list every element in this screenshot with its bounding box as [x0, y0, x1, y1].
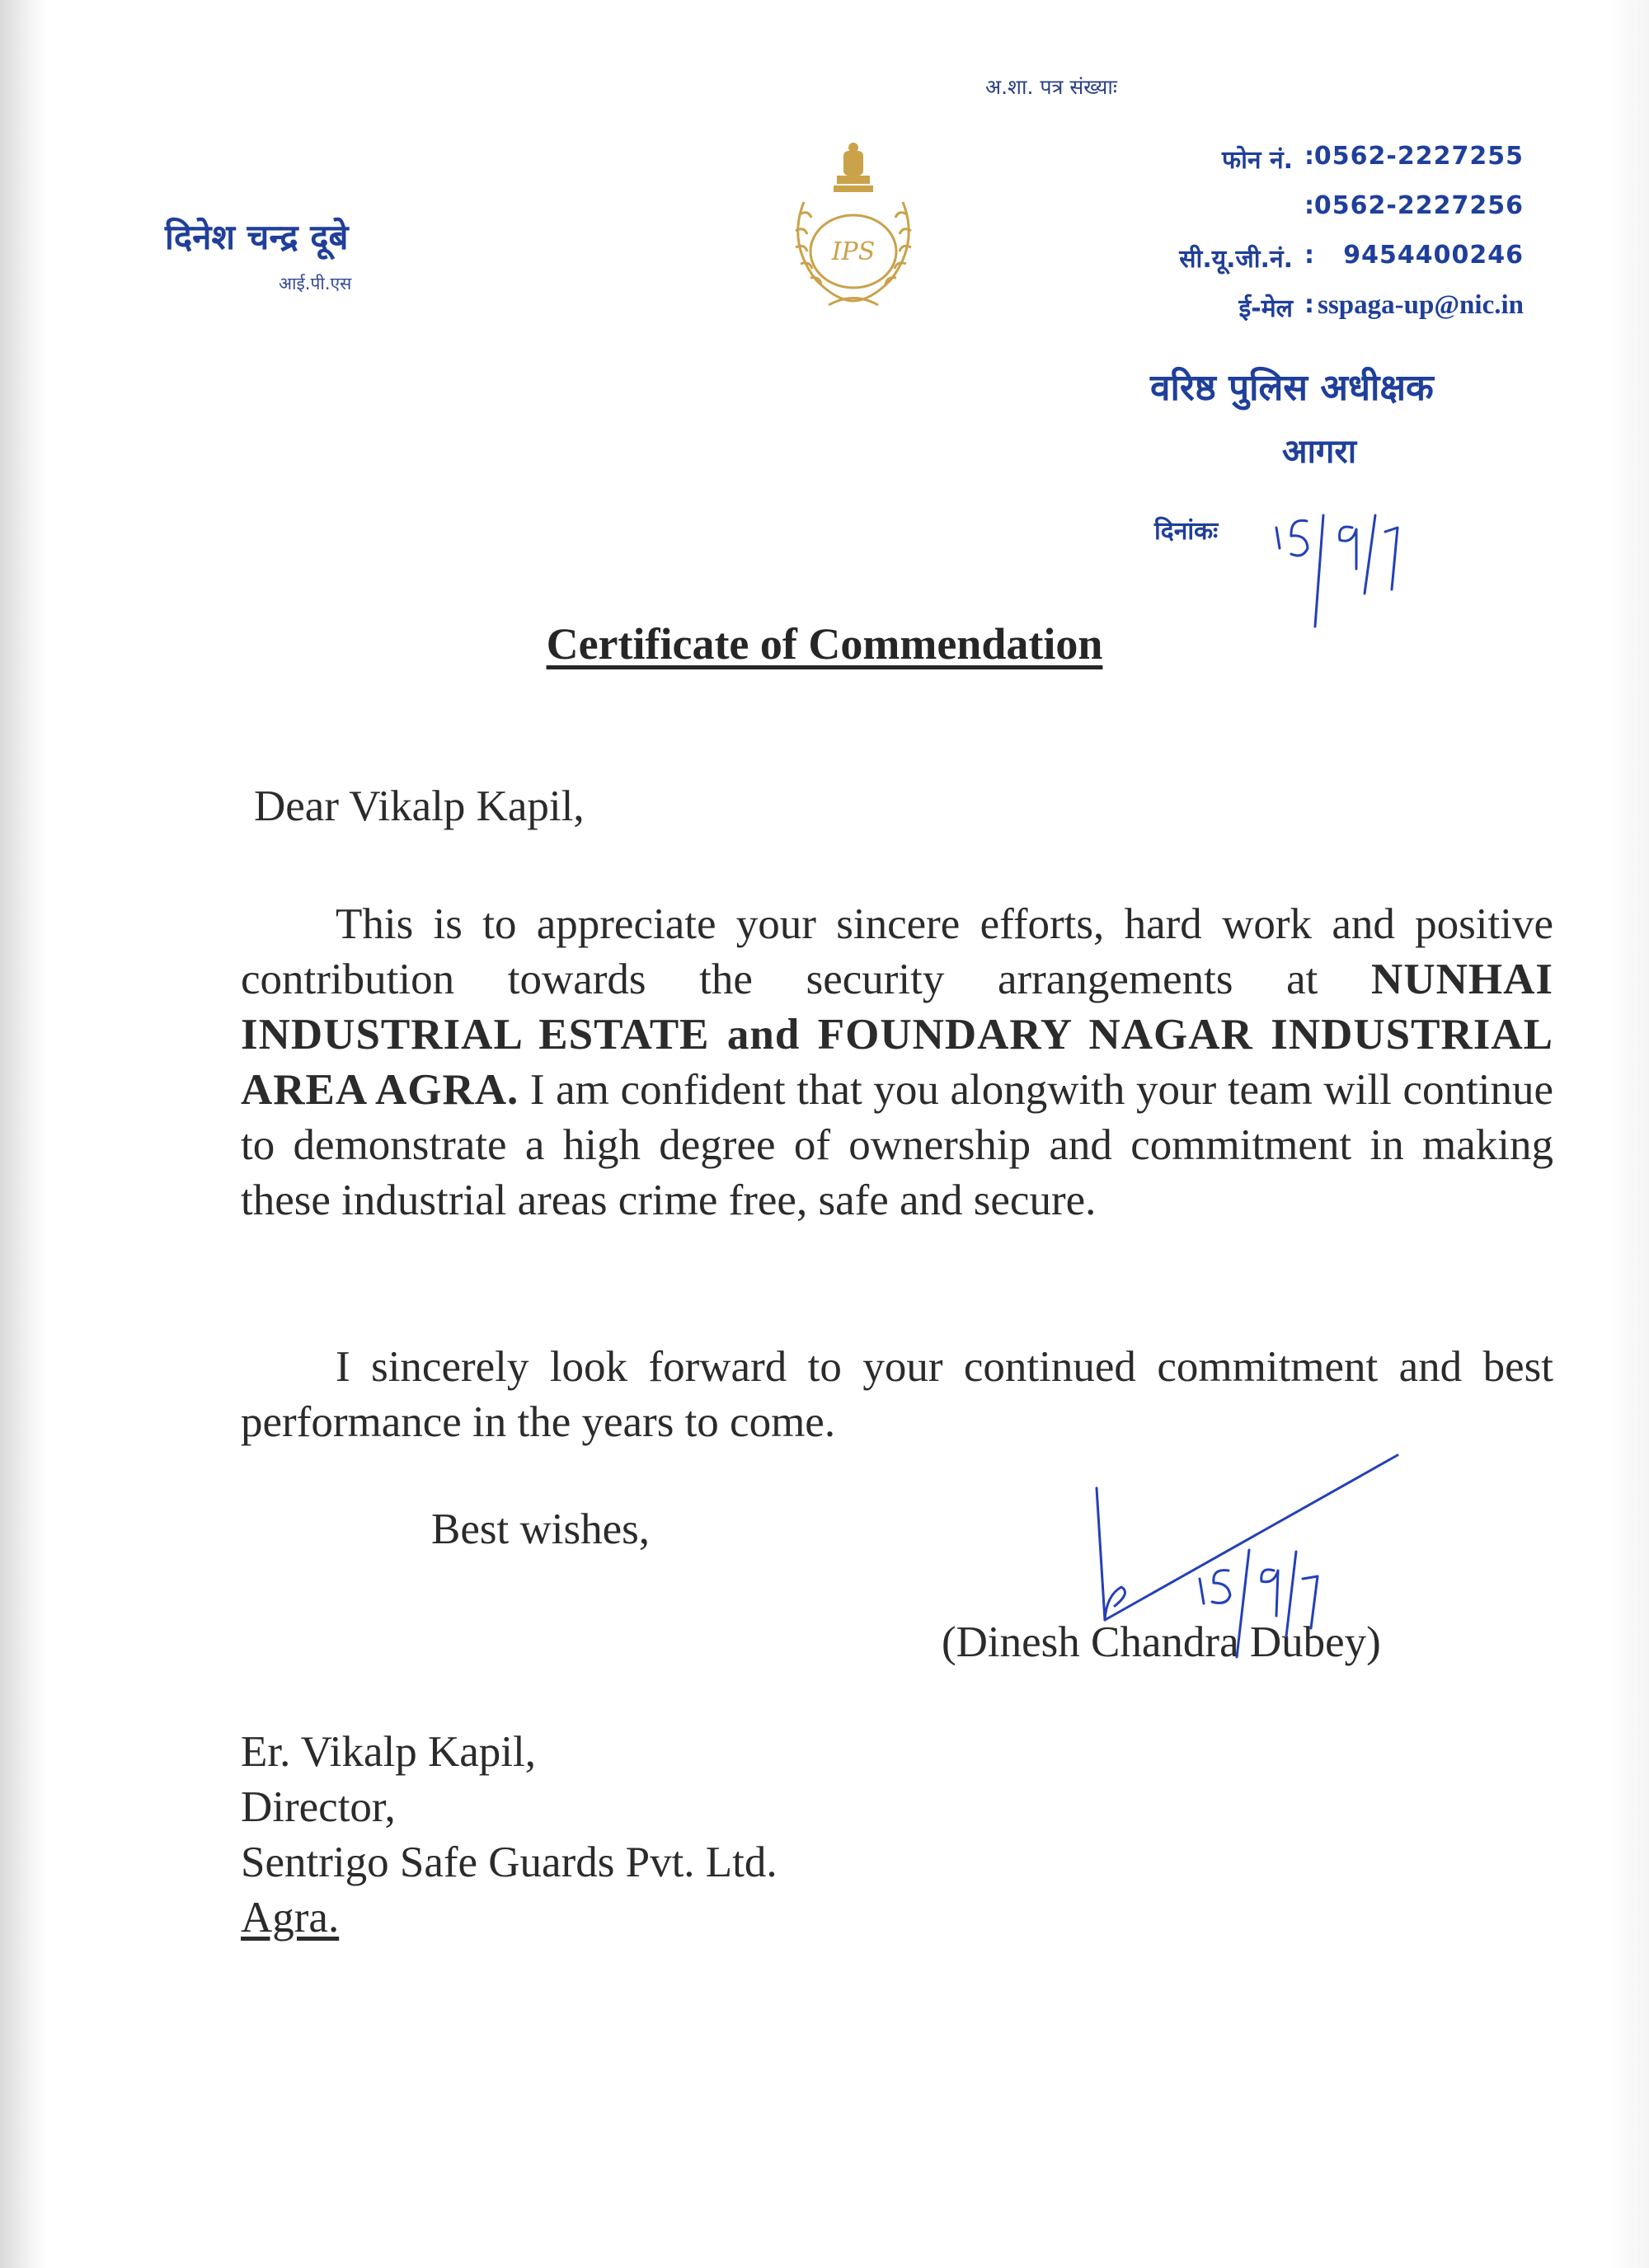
contact-row [1088, 282, 1525, 331]
office-title: वरिष्ठ पुलिस अधीक्षक [1150, 367, 1434, 409]
phone-value: 0562-2227256 [1313, 191, 1524, 220]
recipient-company: Sentrigo Safe Guards Pvt. Ltd. [241, 1838, 778, 1886]
contact-row [1088, 183, 1525, 232]
contact-separator: : [1304, 142, 1314, 171]
officer-name: दिनेश चन्द्र दूबे [165, 217, 349, 257]
date-label: दिनांकः [1154, 517, 1219, 546]
ips-emblem-icon [771, 136, 936, 313]
scan-shadow [0, 0, 48, 2268]
closing: Best wishes, [431, 1505, 650, 1553]
contact-row [1088, 134, 1525, 183]
paragraph-1-end: I am confident that you alongwith your team will continue to demonstrate a high degree of ownership and commitment in making these industrial areas crime free, safe and secure. [241, 1066, 1553, 1224]
paragraph-2: I sincerely look forward to your continued commitment and best performance in the years to come. [241, 1343, 1553, 1446]
contact-label: सी.यू.जी.नं. [1179, 245, 1293, 274]
contact-block [1088, 134, 1525, 331]
contact-separator: : [1304, 290, 1314, 319]
recipient-name: Er. Vikalp Kapil, [241, 1728, 536, 1776]
salutation: Dear Vikalp Kapil, [254, 782, 585, 830]
contact-label: ई-मेल [1238, 294, 1293, 323]
contact-separator: : [1304, 241, 1314, 270]
emblem-text: IPS [831, 237, 876, 266]
paragraph-1 [241, 897, 1553, 1228]
recipient-city: Agra. [241, 1894, 340, 1942]
paragraph-1-start: This is to appreciate your sincere efforts, hard work and positive contribution towards the security arrangements at [241, 900, 1553, 1003]
contact-separator: : [1304, 191, 1314, 220]
email-value[interactable]: sspaga-up@nic.in [1318, 290, 1524, 320]
officer-service: आई.पी.एस [279, 274, 352, 293]
recipient-address [241, 1725, 778, 1946]
phone-value: 0562-2227255 [1313, 142, 1524, 171]
certificate-title: Certificate of Commendation [546, 619, 1103, 669]
contact-label: फोन नं. [1221, 146, 1293, 175]
office-city: आगरा [1282, 433, 1357, 471]
recipient-designation: Director, [241, 1783, 396, 1831]
paragraph-1-bold: NUNHAI INDUSTRIAL ESTATE and FOUNDARY NAGAR INDUSTRIAL AREA AGRA. [241, 956, 1553, 1114]
reference-number-label: अ.शा. पत्र संख्याः [985, 75, 1117, 99]
signatory-name: (Dinesh Chandra Dubey) [942, 1618, 1381, 1666]
phone-value: 9454400246 [1343, 241, 1524, 270]
contact-row [1088, 232, 1525, 282]
